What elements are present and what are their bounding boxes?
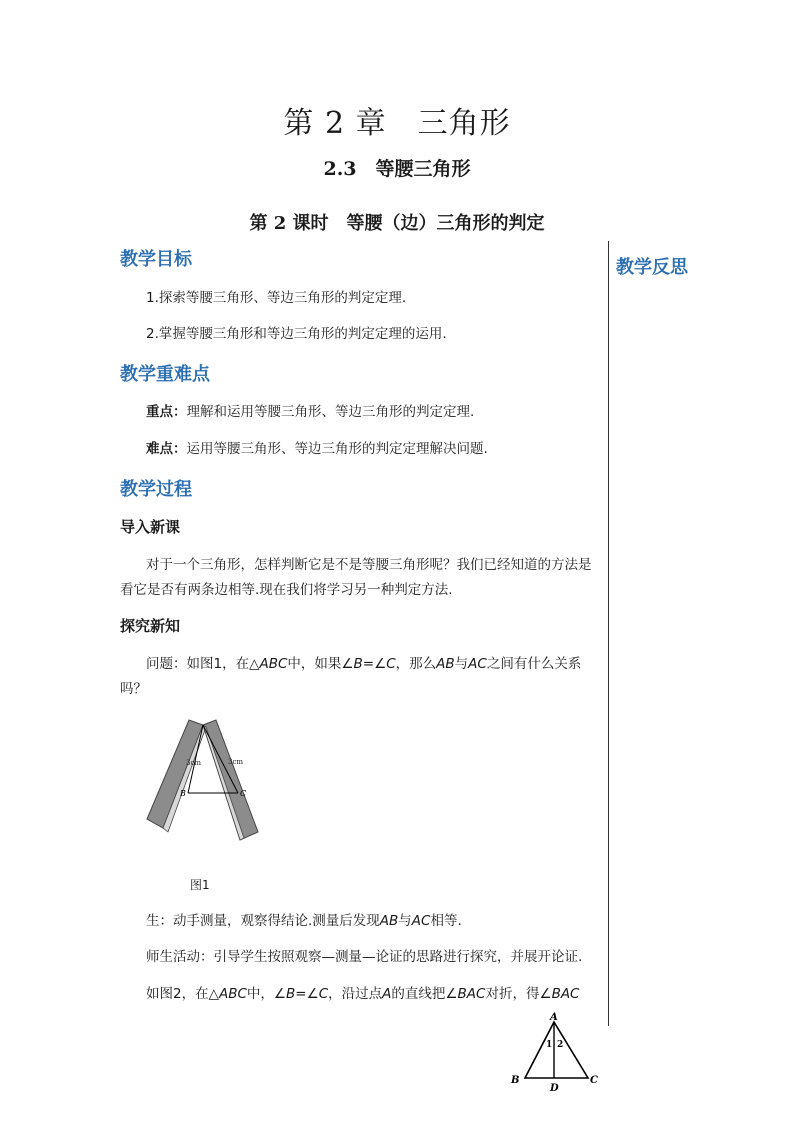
- q-text: 中，如果∠: [287, 656, 354, 672]
- student-answer: [120, 910, 602, 932]
- figure-2-paragraph: [120, 983, 602, 1005]
- label-a: A: [550, 1012, 558, 1023]
- f2-text: 对折，得∠: [485, 986, 552, 1002]
- f2-bac2: BAC: [551, 986, 580, 1002]
- q-abc: ABC: [259, 656, 288, 672]
- s-text: 与: [398, 913, 412, 929]
- q-text: ，那么: [395, 656, 437, 672]
- label-3cm-right: 3cm: [228, 758, 244, 766]
- difficult-label: 难点：: [146, 441, 187, 457]
- objectives-heading: 教学目标: [120, 249, 192, 270]
- label-c: C: [240, 789, 247, 798]
- f2-bac: BAC: [457, 986, 486, 1002]
- q-text: =∠: [362, 656, 387, 672]
- objective-item-1: 1.探索等腰三角形、等边三角形的判定定理.: [146, 290, 407, 306]
- column-divider: [608, 241, 609, 1026]
- f2-text: ，沿过点: [328, 986, 383, 1002]
- label-3cm-left: 3cm: [186, 759, 202, 767]
- chapter-title: 第 2 章 三角形: [283, 106, 511, 141]
- key-label: 重点：: [146, 404, 187, 420]
- f2-c: C: [318, 986, 329, 1002]
- label-b: B: [511, 1075, 520, 1086]
- difficult-text: 运用等腰三角形、等边三角形的判定定理解决问题.: [186, 441, 488, 457]
- triangle-abc: [525, 1022, 588, 1078]
- intro-paragraph: 对于一个三角形，怎样判断它是不是等腰三角形呢？我们已经知道的方法是看它是否有两条边相等.现在我们将学习另一种判定方法.: [120, 557, 592, 598]
- f2-text: 如图2，在△: [146, 986, 219, 1002]
- figure-1-rulers: [140, 716, 270, 846]
- question-paragraph: [120, 652, 602, 702]
- s-text: 相等.: [430, 913, 462, 929]
- explore-heading: 探究新知: [120, 617, 181, 635]
- label-angle-2: 2: [557, 1040, 564, 1050]
- activity-paragraph: 师生活动：引导学生按照观察—测量—论证的思路进行探究，并展开论证.: [146, 949, 583, 965]
- label-angle-1: 1: [546, 1040, 553, 1050]
- reflection-heading: 教学反思: [616, 257, 688, 278]
- q-ac: AC: [468, 656, 487, 672]
- f2-b: B: [286, 986, 296, 1002]
- key-text: 理解和运用等腰三角形、等边三角形的判定定理.: [186, 404, 475, 420]
- q-b: B: [353, 656, 363, 672]
- s-ac: AC: [411, 913, 431, 929]
- key-point: [120, 401, 602, 423]
- f2-text: 中，∠: [246, 986, 287, 1002]
- difficult-point: [120, 438, 602, 460]
- figure-1-caption: 图1: [190, 878, 210, 892]
- q-ab: AB: [436, 656, 455, 672]
- q-text: 之间有什么关系吗？: [120, 656, 582, 697]
- q-text: 与: [454, 656, 469, 672]
- f2-text: =∠: [295, 986, 319, 1002]
- f2-a: A: [382, 986, 392, 1002]
- objective-item-2: 2.掌握等腰三角形和等边三角形的判定定理的运用.: [146, 326, 447, 342]
- label-c: C: [590, 1075, 598, 1086]
- section-title: 2.3 等腰三角形: [323, 158, 471, 180]
- keypoints-heading: 教学重难点: [120, 364, 210, 385]
- lesson-title: 第 2 课时 等腰（边）三角形的判定: [249, 213, 545, 234]
- q-text: 问题：如图1，在△: [146, 656, 260, 672]
- right-ruler: [203, 720, 258, 840]
- intro-heading: 导入新课: [120, 518, 181, 536]
- q-c: C: [386, 656, 396, 672]
- f2-abc: ABC: [218, 986, 247, 1002]
- figure-2-triangle: [506, 1008, 606, 1094]
- f2-text: 的直线把∠: [391, 986, 458, 1002]
- label-d: D: [550, 1083, 559, 1094]
- s-text: 生：动手测量，观察得结论.测量后发现: [146, 913, 380, 929]
- s-ab: AB: [379, 913, 399, 929]
- process-heading: 教学过程: [120, 479, 192, 500]
- label-b: B: [180, 789, 186, 798]
